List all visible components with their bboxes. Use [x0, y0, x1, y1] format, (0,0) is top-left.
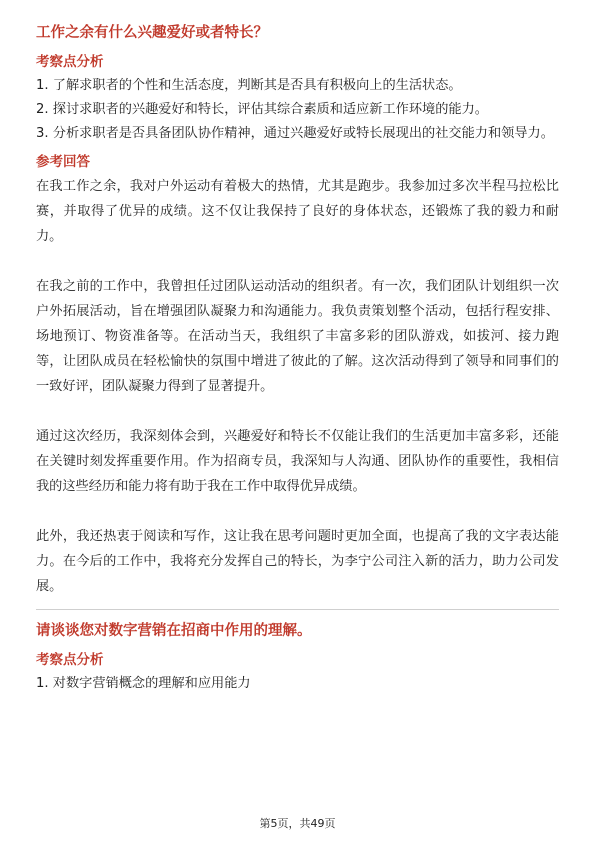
question-2-title: 请谈谈您对数字营销在招商中作用的理解。 [36, 623, 312, 639]
answer-paragraph: 在我之前的工作中，我曾担任过团队运动活动的组织者。有一次，我们团队计划组织一次户外拓展活动，旨在增强团队凝聚力和沟通能力。我负责策划整个活动，包括行程安排、场地预订、物资准备等。在活动当天，我组织了丰富多彩的团队游戏，如拔河、接力跑等，让团队成员在轻松愉快的氛围中增进了彼此的了解。这次活动得到了领导和同事们的一致好评，团队凝聚力得到了显著提升。 [36, 279, 559, 394]
question-2-analysis-label: 考察点分析 [36, 652, 104, 668]
section-divider [36, 609, 559, 610]
answer-paragraph: 此外，我还热衷于阅读和写作，这让我在思考问题时更加全面，也提高了我的文字表达能力。在今后的工作中，我将充分发挥自己的特长，为李宁公司注入新的活力，助力公司发展。 [36, 529, 559, 594]
analysis-point: 3. 分析求职者是否具备团队协作精神，通过兴趣爱好或特长展现出的社交能力和领导力。 [36, 126, 554, 141]
paragraph-gap [36, 499, 559, 524]
analysis-point: 1. 了解求职者的个性和生活态度，判断其是否具有积极向上的生活状态。 [36, 78, 462, 93]
document-page [36, 22, 559, 696]
answer-paragraph: 在我工作之余，我对户外运动有着极大的热情，尤其是跑步。我参加过多次半程马拉松比赛，并取得了优异的成绩。这不仅让我保持了良好的身体状态，还锻炼了我的毅力和耐力。 [36, 179, 559, 244]
question-1-answer-label: 参考回答 [36, 154, 90, 170]
page-number-footer: 第5页，共49页 [259, 817, 336, 830]
question-2-analysis-points [36, 672, 559, 696]
question-1-title: 工作之余有什么兴趣爱好或者特长？ [36, 25, 268, 41]
analysis-point: 2. 探讨求职者的兴趣爱好和特长，评估其综合素质和适应新工作环境的能力。 [36, 102, 488, 117]
analysis-point: 1. 对数字营销概念的理解和应用能力 [36, 676, 251, 691]
paragraph-gap [36, 249, 559, 274]
question-1-analysis-points [36, 74, 559, 146]
answer-paragraph: 通过这次经历，我深刻体会到，兴趣爱好和特长不仅能让我们的生活更加丰富多彩，还能在关键时刻发挥重要作用。作为招商专员，我深知与人沟通、团队协作的重要性，我相信我的这些经历和能力将有助于我在工作中取得优异成绩。 [36, 429, 559, 494]
question-1-analysis-label: 考察点分析 [36, 54, 104, 70]
question-1-answer [36, 174, 559, 599]
paragraph-gap [36, 399, 559, 424]
